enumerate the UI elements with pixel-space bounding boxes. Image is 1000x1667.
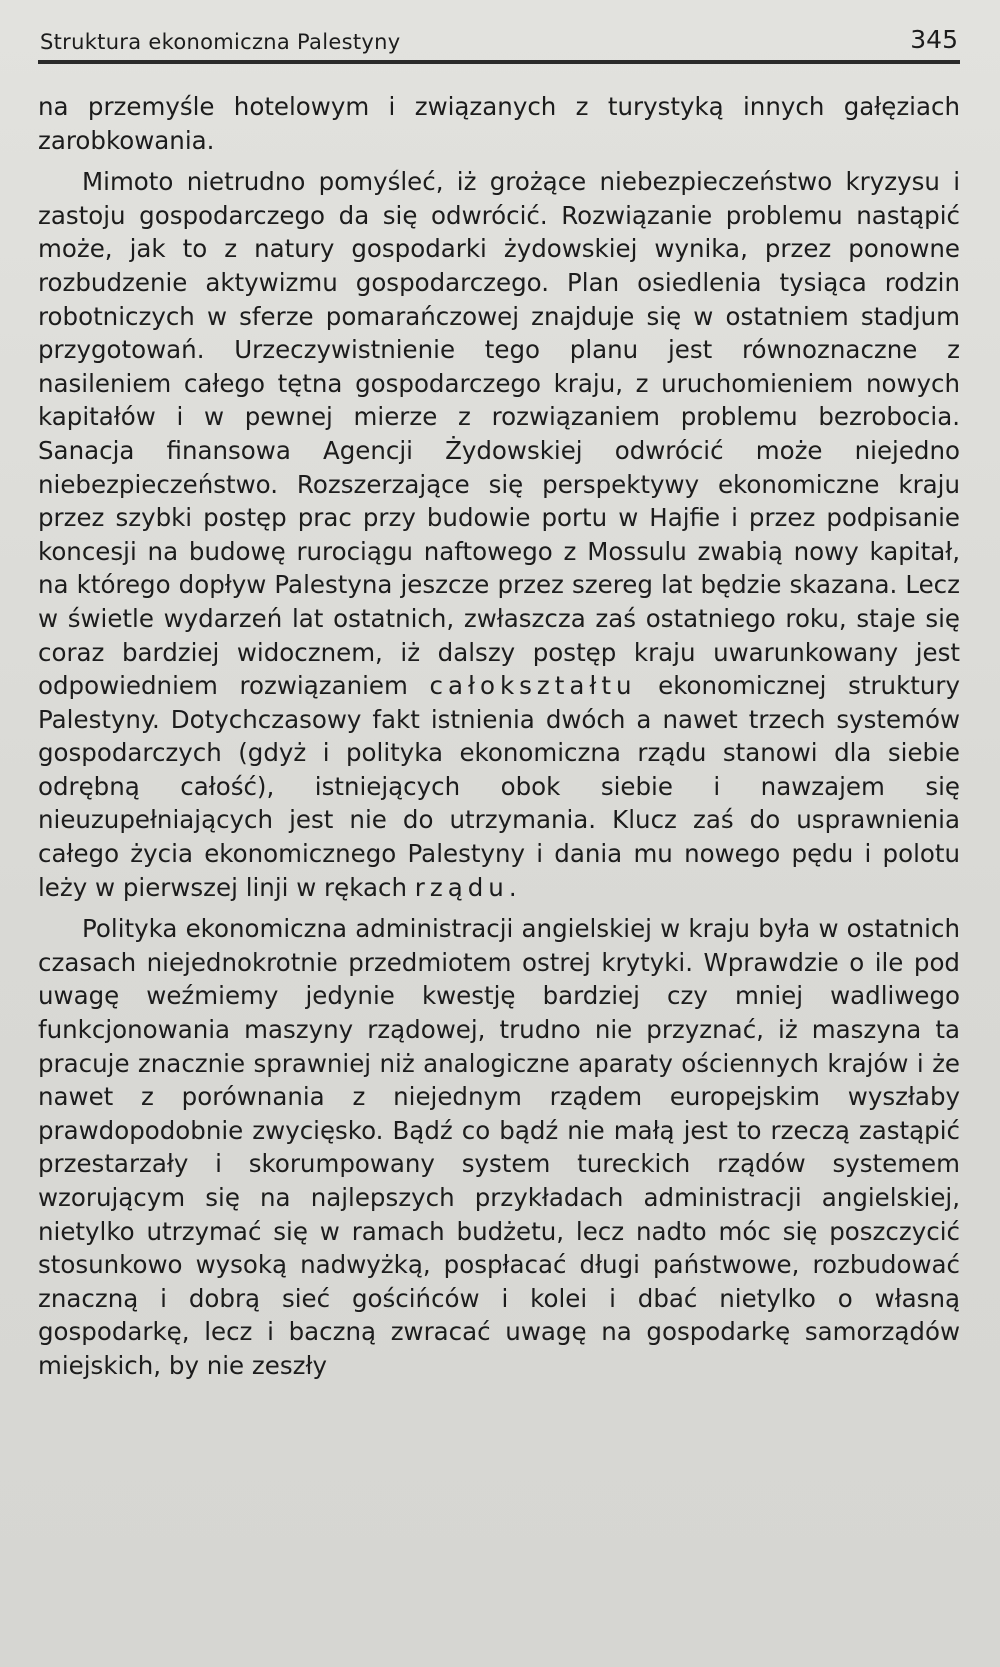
paragraph-3: Polityka ekonomiczna administracji angielskiej w kraju była w ostatnich czasach niejednokrotnie przedmiotem ostrej krytyki. Wprawdzie o ile pod uwagę weźmiemy jedynie kwestję bardziej czy mniej wadliwego funkcjonowania maszyny rządowej, trudno nie przyznać, iż maszyna ta pracuje znacznie sprawniej niż analogiczne aparaty ościennych krajów i że nawet z porównania z niejednym rządem europejskim wyszłaby prawdopodobnie zwycięsko. Bądź co bądź nie małą jest to rzeczą zastąpić przestarzały i skorumpowany system tureckich rządów systemem wzorującym się na najlepszych przykładach administracji angielskiej, nietylko utrzymać się w ramach budżetu, lecz nadto móc się poszczycić stosunkowo wysoką nadwyżką, pospłacać długi państwowe, rozbudować znaczną i dobrą sieć gościńców i kolei i dbać nietylko o własną gospodarkę, lecz i baczną zwracać uwagę na gospodarkę samorządów miejskich, by nie zeszły bbox=[38, 914, 960, 1380]
page-number: 345 bbox=[910, 25, 958, 54]
paragraph-2-part-2: ekonomicznej struktury Palestyny. Dotychczasowy fakt istnienia dwóch a nawet trzech systemów gospodarczych (gdyż i polityka ekonomiczna rządu stanowi dla siebie odrębną całość), istniejących obok siebie i nawzajem się nieuzupełniających jest nie do utrzymania. Klucz zaś do usprawnienia całego życia ekonomicznego Palestyny i dania mu nowego pędu i polotu leży w pierwszej linji w rękach bbox=[38, 671, 960, 902]
paragraph-2-part-1: Mimoto nietrudno pomyśleć, iż grożące niebezpieczeństwo kryzysu i zastoju gospodarczego da się odwrócić. Rozwiązanie problemu nastąpić może, jak to z natury gospodarki żydowskiej wynika, przez ponowne rozbudzenie aktywizmu gospodarczego. Plan osiedlenia tysiąca rodzin robotniczych w sferze pomarańczowej znajduje się w ostatniem stadjum przygotowań. Urzeczywistnienie tego planu jest równoznaczne z nasileniem całego tętna gospodarczego kraju, z uruchomieniem nowych kapitałów i w pewnej mierze z rozwiązaniem problemu bezrobocia. Sanacja finansowa Agencji Żydowskiej odwrócić może niejedno niebezpieczeństwo. Rozszerzające się perspektywy ekonomiczne kraju przez szybki postęp prac przy budowie portu w Hajfie i przez podpisanie koncesji na budowę rurociągu naftowego z Mossulu zwabią nowy kapitał, na którego dopływ Palestyna jeszcze przez szereg lat będzie skazana. Lecz w świetle wydarzeń lat ostatnich, zwłaszcza zaś ostatniego roku, staje się coraz bardziej widocznem, iż dalszy postęp kraju uwarunkowany jest odpowiedniem rozwiązaniem bbox=[38, 167, 960, 701]
paragraph-1: na przemyśle hotelowym i związanych z turystyką innych gałęziach zarobkowania. bbox=[38, 92, 960, 155]
header-rule bbox=[38, 60, 960, 64]
emphasis-calokształtu: całokształtu bbox=[429, 671, 637, 701]
emphasis-rzadu: rządu bbox=[414, 872, 509, 902]
paragraph-2 bbox=[38, 165, 960, 904]
body-text bbox=[38, 90, 960, 1383]
running-title: Struktura ekonomiczna Palestyny bbox=[40, 30, 401, 54]
paragraph-2-end: . bbox=[508, 872, 517, 902]
running-header bbox=[38, 24, 960, 54]
